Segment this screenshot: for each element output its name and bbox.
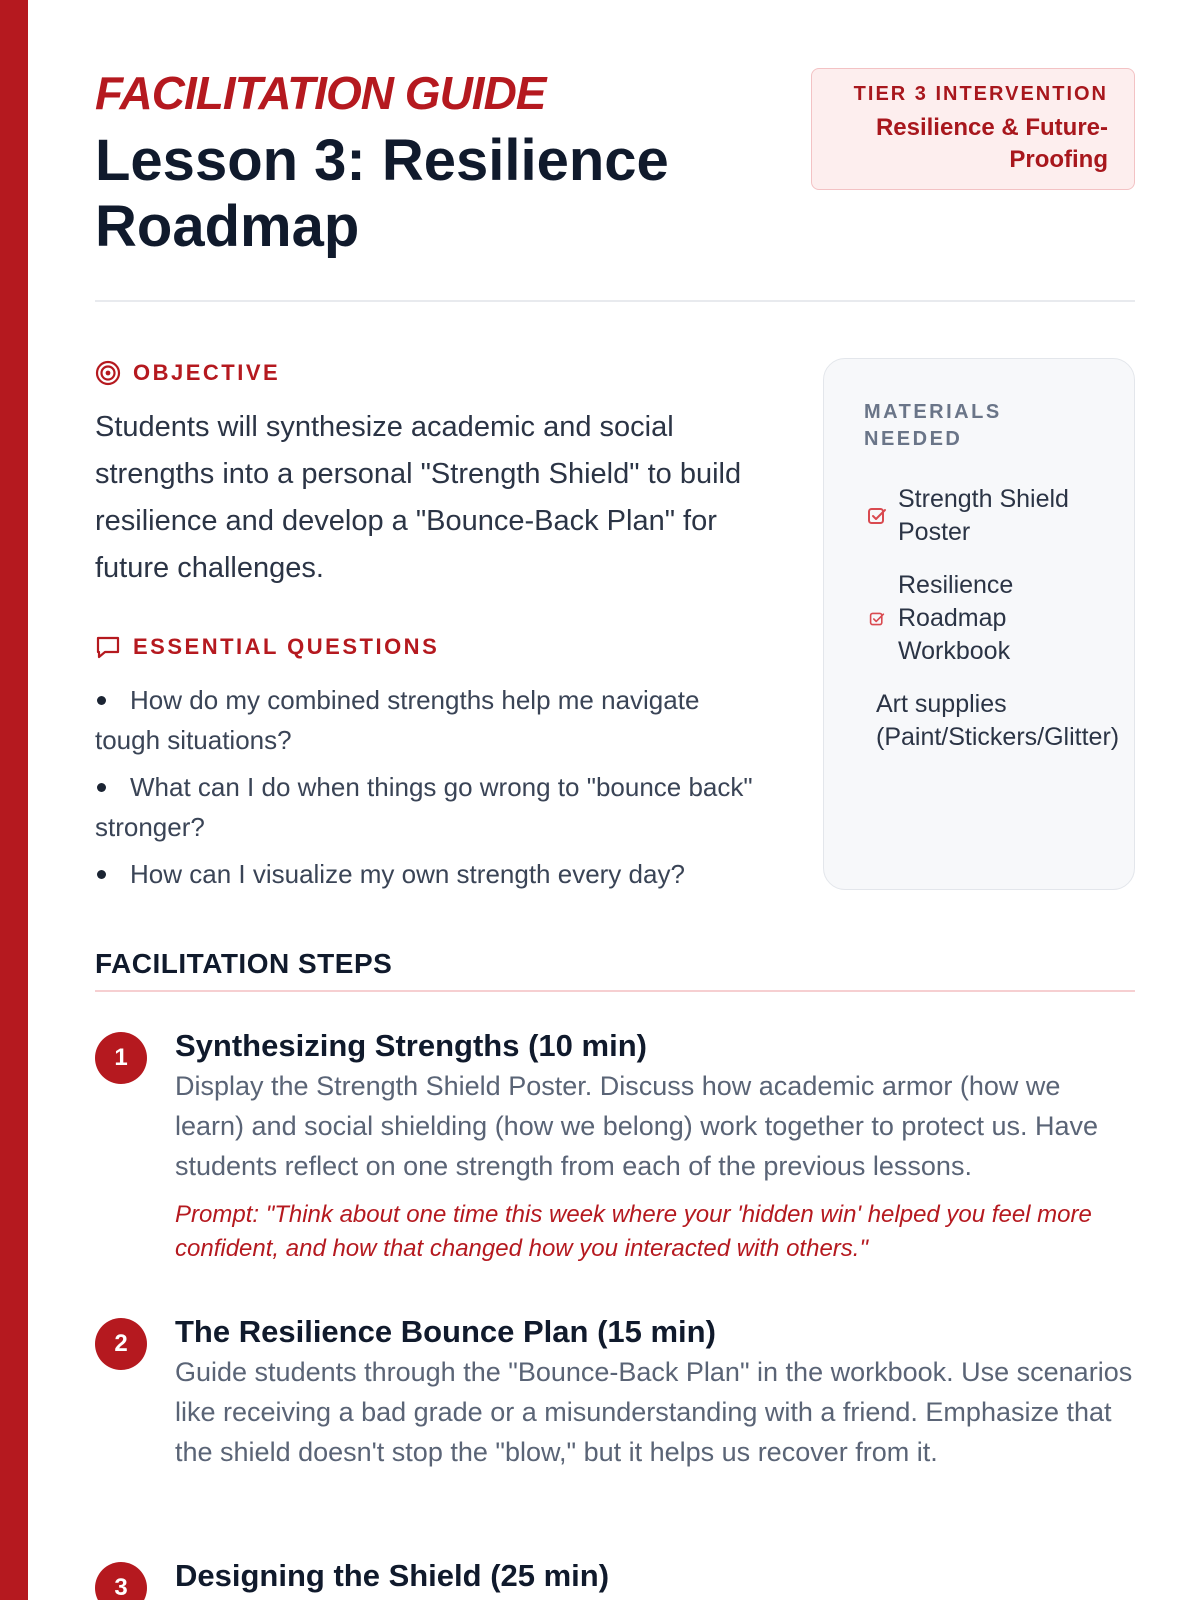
checkbox-checked-icon: [864, 506, 890, 526]
page-header: [95, 0, 1135, 300]
bullet-icon: [97, 696, 106, 705]
guide-kicker: FACILITATION GUIDE: [95, 67, 546, 119]
step-body: [175, 1556, 1135, 1596]
left-accent-bar: [0, 0, 28, 1600]
bullet-icon: [97, 870, 106, 879]
step-title: Designing the Shield (25 min): [175, 1558, 610, 1593]
target-icon: [95, 360, 121, 386]
step-title: Synthesizing Strengths (10 min): [175, 1028, 647, 1063]
step-description: Guide students through the "Bounce-Back Plan" in the workbook. Use scenarios like receiving a bad grade or a misunderstanding with a friend. Emphasize that the shield doesn't stop the "blow," but it helps us recover from it.: [175, 1357, 1133, 1467]
step-description: Display the Strength Shield Poster. Discuss how academic armor (how we learn) and social shielding (how we belong) work together to protect us. Have students reflect on one strength from each of the previous lessons.: [175, 1071, 1098, 1181]
list-item: [95, 854, 755, 894]
speech-bubble-icon: [95, 634, 121, 660]
materials-panel: [823, 358, 1135, 890]
material-item: [864, 483, 1122, 549]
essential-questions-list: [95, 680, 755, 901]
tier-name: Resilience & Future-Proofing: [875, 114, 1108, 173]
list-item: [95, 680, 755, 760]
question-text: How do my combined strengths help me navigate tough situations?: [95, 685, 700, 755]
material-item: [864, 688, 1122, 754]
facilitation-guide-page: [95, 0, 1135, 1600]
objective-text: Students will synthesize academic and social strengths into a personal "Strength Shield" to build resilience and develop a "Bounce-Back Plan" for future challenges.: [95, 411, 742, 584]
material-name: Art supplies (Paint/Stickers/Glitter): [876, 690, 1120, 751]
question-text: How can I visualize my own strength every day?: [130, 859, 685, 889]
objective-heading: [95, 360, 280, 386]
objective-label: OBJECTIVE: [133, 360, 281, 385]
step-number-badge: 2: [95, 1318, 147, 1370]
steps-divider: [95, 990, 1135, 992]
essential-questions-heading: [95, 634, 439, 660]
page-title: Lesson 3: Resilience Roadmap: [95, 128, 669, 259]
step-title: The Resilience Bounce Plan (15 min): [175, 1314, 716, 1349]
question-text: What can I do when things go wrong to "bounce back" stronger?: [95, 772, 753, 842]
essential-questions-label: ESSENTIAL QUESTIONS: [133, 634, 440, 659]
materials-title: MATERIALS NEEDED: [864, 401, 1002, 450]
bullet-icon: [97, 783, 106, 792]
material-name: Strength Shield Poster: [898, 485, 1069, 546]
header-divider: [95, 300, 1135, 302]
list-item: [95, 767, 755, 847]
steps-heading: FACILITATION STEPS: [95, 948, 393, 979]
step-body: [175, 1026, 1135, 1266]
step-prompt: Prompt: "Think about one time this week where your 'hidden win' helped you feel more confident, and how that changed how you interacted with others.": [175, 1201, 1092, 1262]
material-item: [864, 569, 1122, 668]
tier-label: TIER 3 INTERVENTION: [853, 83, 1108, 105]
step-number-badge: 3: [95, 1562, 147, 1600]
materials-list: [864, 483, 1122, 754]
step-body: [175, 1312, 1135, 1472]
tier-badge: [811, 68, 1135, 190]
checkbox-checked-icon: [864, 611, 890, 627]
material-name: Resilience Roadmap Workbook: [898, 571, 1014, 665]
step-number-badge: 1: [95, 1032, 147, 1084]
